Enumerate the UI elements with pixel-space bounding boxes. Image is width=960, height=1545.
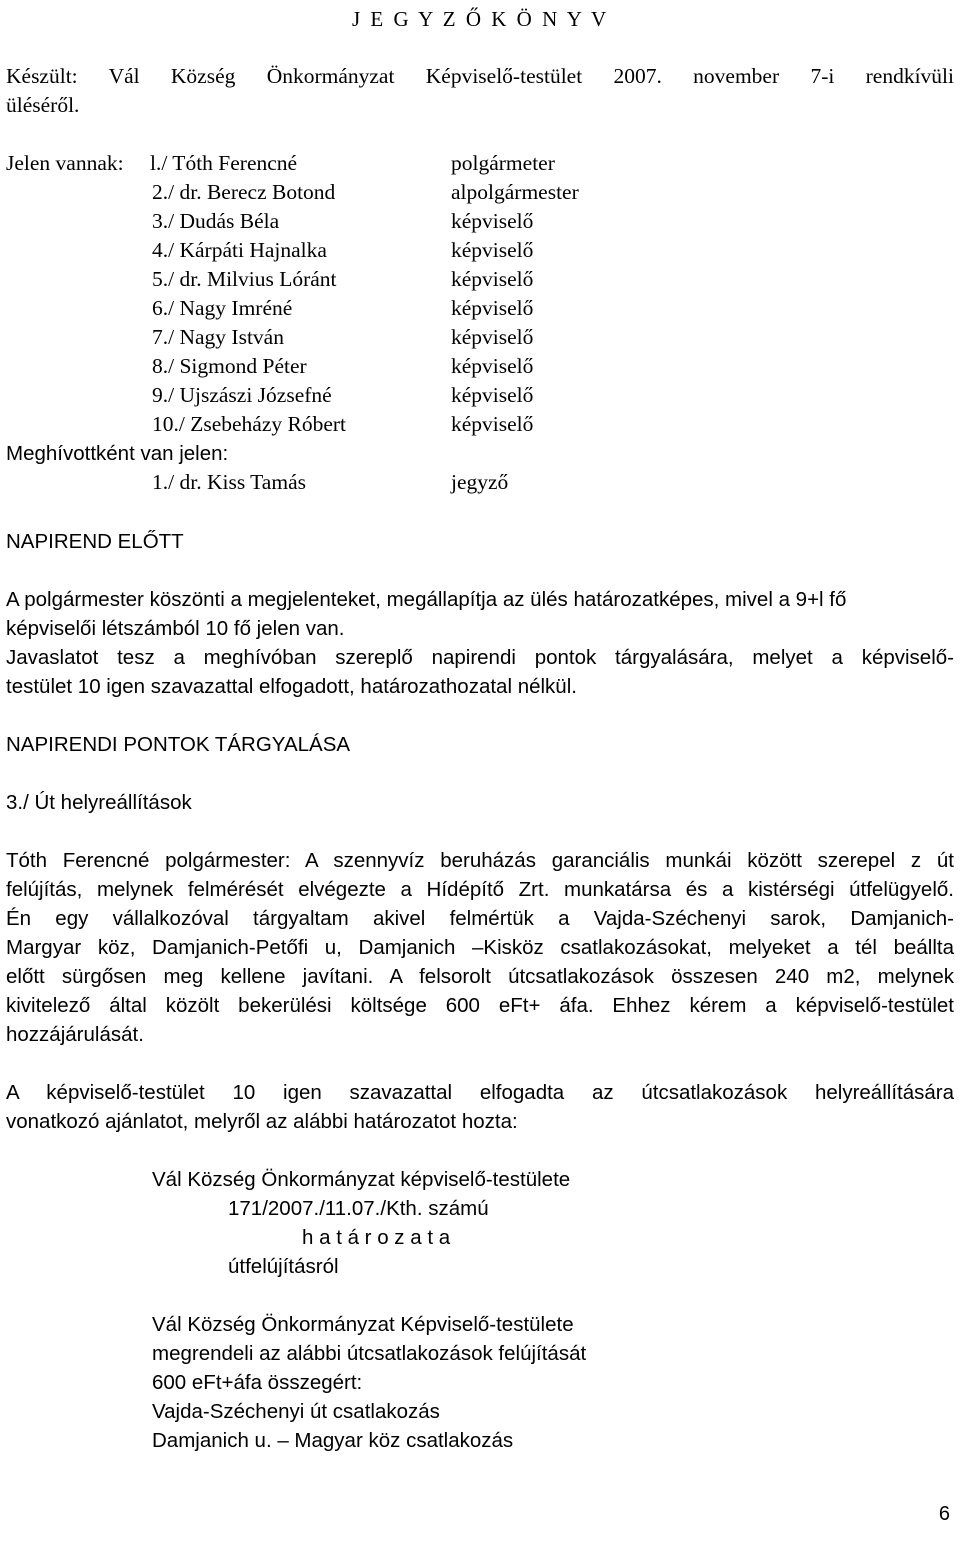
attendee-row [0,236,940,265]
paragraph-line: felújítás, melynek felmérését elvégezte a Hídépítő Zrt. munkatársa és a kistérségi útfelügyelő. [6,878,954,901]
section-heading-agenda-items: NAPIRENDI PONTOK TÁRGYALÁSA [6,733,351,756]
attendee-role: képviselő [451,325,534,349]
invited-role: jegyző [451,470,509,494]
vote-paragraph [6,1078,954,1136]
agenda-item-title: 3./ Út helyreállítások [6,791,192,814]
resolution-line: Vajda-Széchenyi út csatlakozás [152,1400,440,1423]
resolution-line: megrendeli az alábbi útcsatlakozások felújítását [152,1342,587,1365]
present-label: Jelen vannak: [6,151,124,175]
attendee-name: 2./ dr. Berecz Botond [152,180,336,204]
invited-label: Meghívottként van jelen: [6,442,229,465]
attendee-role: képviselő [451,209,534,233]
paragraph-line: képviselői létszámból 10 fő jelen van. [6,617,345,640]
attendee-row [0,294,940,323]
resolution-issuer: Vál Község Önkormányzat képviselő-testülete [152,1168,571,1191]
attendee-row [0,381,940,410]
paragraph-line: Margyar köz, Damjanich-Petőfi u, Damjanich –Kisköz csatlakozásokat, melyeket a tél beállta [6,936,954,959]
attendee-row [0,149,940,178]
resolution-line: Damjanich u. – Magyar köz csatlakozás [152,1429,514,1452]
attendee-row [0,178,940,207]
attendee-role: polgármeter [451,151,555,175]
attendee-role: alpolgármester [451,180,579,204]
attendee-name: 3./ Dudás Béla [152,209,280,233]
attendee-role: képviselő [451,412,534,436]
resolution-subject: útfelújításról [228,1255,339,1278]
paragraph-line: testület 10 igen szavazattal elfogadott, határozathozatal nélkül. [6,675,577,698]
attendee-row [0,352,940,381]
attendee-name: l./ Tóth Ferencné [150,151,298,175]
attendee-name: 10./ Zsebeházy Róbert [152,412,347,436]
attendee-role: képviselő [451,296,534,320]
mayor-statement-paragraph [6,846,954,1049]
attendee-row [0,265,940,294]
attendee-role: képviselő [451,238,534,262]
attendee-name: 9./ Ujszászi Józsefné [152,383,332,407]
invited-row [0,468,940,497]
paragraph-line: A képviselő-testület 10 igen szavazattal elfogadta az útcsatlakozások helyreállítására [6,1081,954,1104]
paragraph-line: hozzájárulását. [6,1023,144,1046]
attendee-name: 6./ Nagy Imréné [152,296,293,320]
attendee-role: képviselő [451,267,534,291]
document-title: J E G Y Z Ő K Ö N Y V [352,7,609,31]
paragraph-line: vonatkozó ajánlatot, melyről az alábbi határozatot hozta: [6,1110,518,1133]
attendee-role: képviselő [451,354,534,378]
paragraph-line: A polgármester köszönti a megjelenteket, megállapítja az ülés határozatképes, mivel a 9+l fő [6,588,847,611]
before-agenda-paragraph [6,585,954,701]
paragraph-line: Tóth Ferencné polgármester: A szennyvíz beruházás garanciális munkái között szerepel z út [6,849,954,872]
intro-paragraph [6,62,954,120]
resolution-body [152,1310,586,1455]
page-number: 6 [938,1503,950,1525]
attendee-role: képviselő [451,383,534,407]
resolution-line: Vál Község Önkormányzat Képviselő-testülete [152,1313,574,1336]
resolution-word: h a t á r o z a t a [302,1226,451,1249]
attendee-name: 8./ Sigmond Péter [152,354,307,378]
invited-name: 1./ dr. Kiss Tamás [152,470,306,494]
resolution-number: 171/2007./11.07./Kth. számú [228,1197,489,1220]
paragraph-line: Javaslatot tesz a meghívóban szereplő napirendi pontok tárgyalására, melyet a képviselő- [6,646,954,669]
attendee-row [0,410,940,439]
attendee-name: 4./ Kárpáti Hajnalka [152,238,327,262]
paragraph-line: kivitelező által közölt bekerülési költsége 600 eFt+ áfa. Ehhez kérem a képviselő-testület [6,994,954,1017]
intro-line: Készült: Vál Község Önkormányzat Képviselő-testület 2007. november 7-i rendkívüli [6,64,954,88]
attendee-name: 7./ Nagy István [152,325,284,349]
attendee-name: 5./ dr. Milvius Lóránt [152,267,337,291]
paragraph-line: előtt sürgősen meg kellene javítani. A felsorolt útcsatlakozások összesen 240 m2, melynek [6,965,954,988]
attendee-row [0,207,940,236]
resolution-line: 600 eFt+áfa összegért: [152,1371,363,1394]
paragraph-line: Én egy vállalkozóval tárgyaltam akivel felmértük a Vajda-Széchenyi sarok, Damjanich- [6,907,954,930]
section-heading-before-agenda: NAPIREND ELŐTT [6,530,184,553]
intro-line: üléséről. [6,93,80,117]
attendee-row [0,323,940,352]
